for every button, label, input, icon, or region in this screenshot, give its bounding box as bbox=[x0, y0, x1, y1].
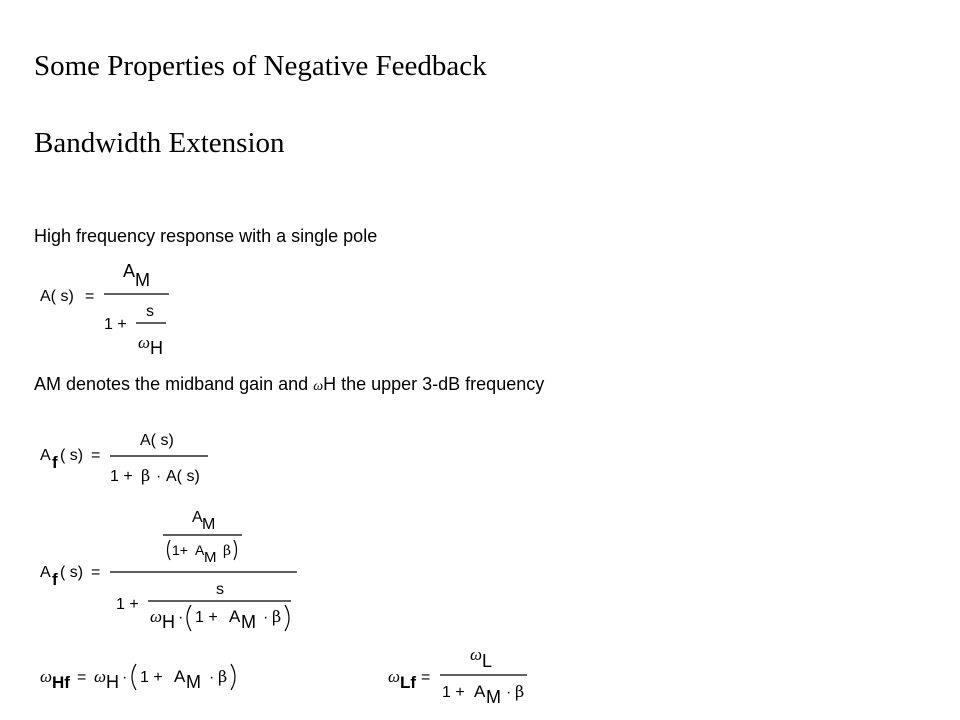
afx-a: A bbox=[229, 607, 241, 626]
afx-beta: β bbox=[272, 607, 282, 626]
note-h: H bbox=[323, 374, 337, 394]
afx-dot-2: · bbox=[263, 609, 269, 626]
afx-top-a: A bbox=[192, 509, 203, 526]
afx-one-plus: 1 + bbox=[116, 596, 139, 613]
equation-a-of-s bbox=[38, 258, 178, 362]
afx-dot-1: · bbox=[178, 609, 184, 626]
hf-sub-m: M bbox=[186, 672, 201, 692]
af-lhs-sub-f: f bbox=[52, 453, 58, 472]
numerator-a: A bbox=[123, 261, 136, 281]
afx-top-beta: β bbox=[223, 543, 232, 559]
numerator-sub-m: M bbox=[135, 270, 150, 290]
af-denominator-tail: A( s) bbox=[166, 468, 200, 485]
lf-dot: · bbox=[506, 684, 512, 701]
afx-top-paren-open bbox=[168, 540, 171, 560]
afx-omega: ω bbox=[150, 607, 163, 626]
equation-omega-hf bbox=[38, 655, 258, 700]
equation-omega-lf bbox=[386, 640, 536, 712]
afx-paren-open bbox=[187, 605, 191, 631]
af-lhs-a: A bbox=[40, 447, 51, 464]
af-beta: β bbox=[141, 466, 151, 485]
lf-sub-m: M bbox=[486, 687, 501, 707]
afx-top-inner-sub-m: M bbox=[204, 549, 217, 566]
afx-one-plus-spaced: 1 + bbox=[195, 609, 218, 626]
lf-a: A bbox=[474, 682, 486, 701]
note-am: AM bbox=[34, 374, 61, 394]
inner-numerator-s: s bbox=[146, 303, 154, 320]
lf-num-omega: ω bbox=[470, 645, 483, 664]
afx-sub-m: M bbox=[241, 612, 256, 632]
afx-lhs-sub-f: f bbox=[52, 570, 58, 589]
afx-top-sub-m: M bbox=[202, 516, 216, 533]
lf-num-sub-l: L bbox=[482, 651, 493, 671]
eq-equals: = bbox=[85, 288, 95, 305]
inner-omega: ω bbox=[138, 333, 151, 352]
hf-paren-open bbox=[132, 664, 136, 690]
lf-omega: ω bbox=[388, 667, 401, 686]
afx-top-one-plus: 1+ bbox=[172, 542, 188, 558]
afx-top-paren-close bbox=[234, 540, 237, 560]
hf-one-plus: 1 + bbox=[140, 669, 163, 686]
hf-dot-2: · bbox=[209, 669, 215, 686]
lf-one-plus: 1 + bbox=[442, 684, 465, 701]
hf-sub-h: H bbox=[106, 672, 119, 692]
intro-text: High frequency response with a single pole bbox=[34, 226, 378, 246]
af-lhs-s: ( s) bbox=[60, 447, 84, 464]
lf-equals: = bbox=[421, 669, 431, 686]
note-omega: ω bbox=[313, 379, 324, 394]
note-middle: denotes the midband gain and bbox=[61, 374, 314, 394]
equation-af-basic bbox=[38, 425, 228, 490]
midband-note bbox=[34, 375, 544, 394]
hf-beta: β bbox=[218, 667, 228, 686]
lf-sub-lf: Lf bbox=[400, 673, 417, 692]
slide-title: Some Properties of Negative Feedback bbox=[34, 50, 487, 82]
denominator-one-plus: 1 + bbox=[104, 316, 127, 333]
equation-af-expanded bbox=[38, 500, 308, 635]
hf-paren-close bbox=[231, 664, 235, 690]
hf-a: A bbox=[174, 667, 186, 686]
note-end: the upper 3-dB frequency bbox=[336, 374, 545, 394]
afx-lhs-s: ( s) bbox=[60, 564, 84, 581]
hf-dot-1: · bbox=[122, 669, 128, 686]
section-heading: Bandwidth Extension bbox=[34, 127, 285, 159]
lf-beta: β bbox=[515, 682, 525, 701]
af-equals: = bbox=[91, 447, 101, 464]
hf-sub-hf: Hf bbox=[52, 673, 70, 692]
af-denominator-lead: 1 + bbox=[110, 468, 133, 485]
afx-paren-close bbox=[285, 605, 289, 631]
af-numerator: A( s) bbox=[140, 432, 174, 449]
eq-lhs: A( s) bbox=[40, 288, 74, 305]
af-dot: · bbox=[156, 468, 162, 485]
hf-omega: ω bbox=[40, 667, 53, 686]
inner-sub-h: H bbox=[150, 338, 163, 358]
afx-equals: = bbox=[91, 564, 101, 581]
afx-top-inner-a: A bbox=[195, 542, 205, 558]
afx-s: s bbox=[216, 581, 224, 598]
afx-lhs-a: A bbox=[40, 564, 51, 581]
afx-sub-h: H bbox=[162, 612, 175, 632]
hf-equals: = bbox=[77, 669, 87, 686]
hf-omega-h: ω bbox=[94, 667, 107, 686]
